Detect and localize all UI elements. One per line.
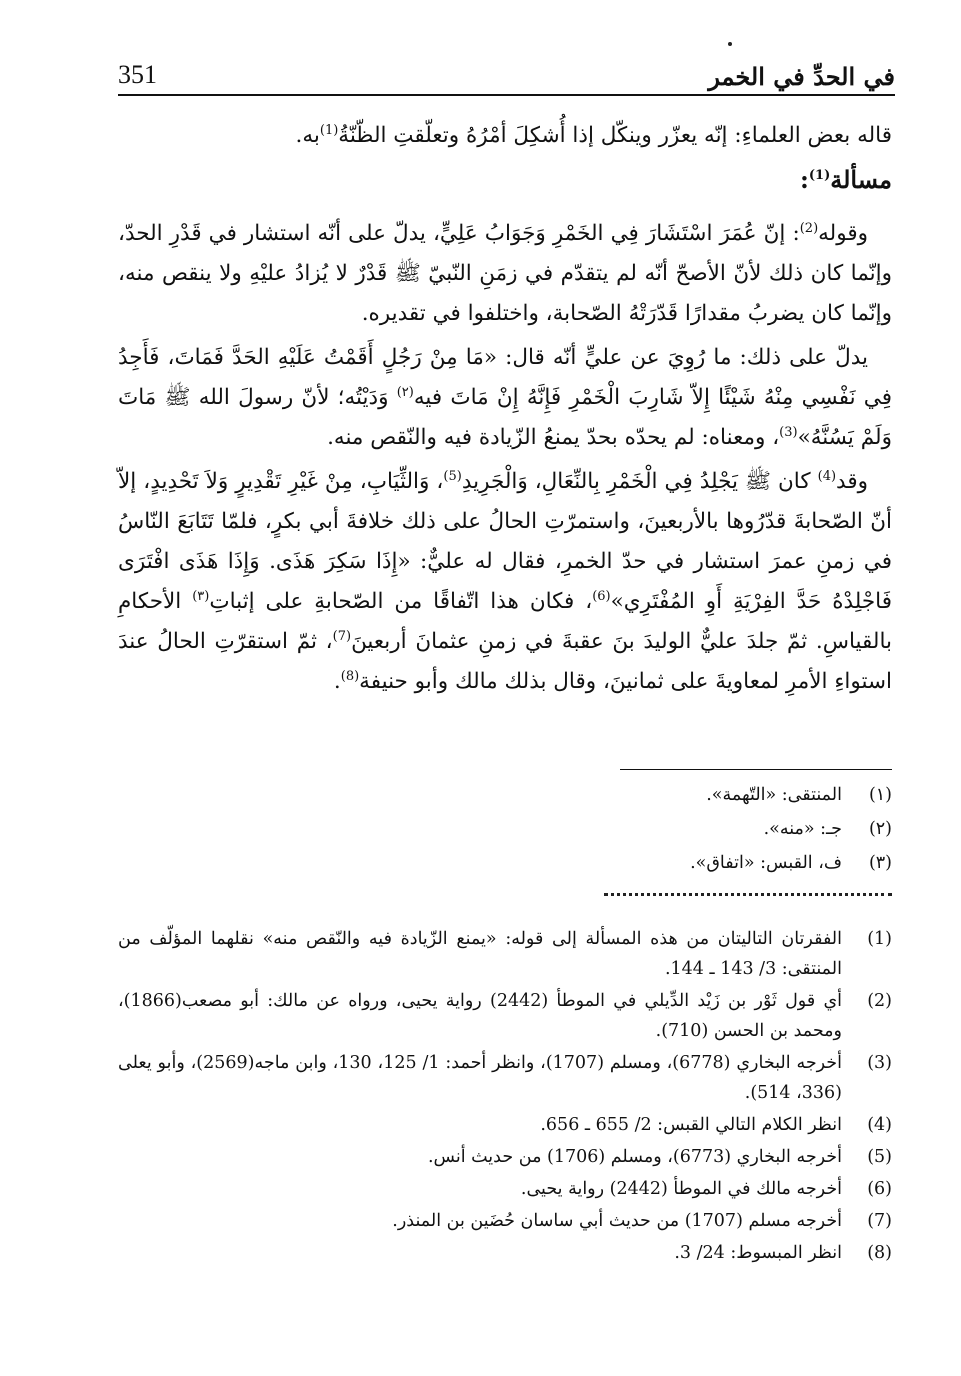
variant-note [118, 812, 892, 846]
footnote [118, 1238, 892, 1268]
footnote-number: (4) [867, 1115, 892, 1135]
footnote-number: (2) [867, 991, 892, 1011]
paragraph-3-text-b: وَدَيْتُه؛ لأنّ رسولَ الله ﷺ مَاتَ وَلَمْ يَسُنَّهُ» [118, 385, 892, 450]
footnote-divider [620, 769, 892, 770]
paragraph-4-text-g: . [333, 669, 341, 694]
footnote-text: انظر المبسوط: 24/ 3. [674, 1243, 842, 1263]
footnote [118, 1048, 892, 1108]
footnote-text: أخرجه مسلم (1707) من حديث أبي ساسان حُضَين بن المنذر. [392, 1211, 842, 1231]
note-number: (٣) [868, 853, 892, 873]
footnote-marker: (4) [817, 468, 837, 484]
footnote-marker: (٣) [192, 588, 210, 604]
heading-colon: : [800, 165, 809, 194]
footnote-marker: (3) [779, 424, 798, 440]
note-number: (٢) [868, 819, 892, 839]
section-heading [118, 160, 892, 200]
footnotes [118, 924, 892, 1270]
paragraph-1 [118, 116, 892, 156]
footnote-marker: (7) [332, 628, 352, 644]
footnote-text: الفقرتان التاليتان من هذه المسألة إلى قوله: «يمنع الزّيادة فيه والنّقص منه» نقلهما المؤلّف من المنتقى: 3/ 143 ـ 144. [118, 929, 842, 979]
paragraph-1-end: به. [295, 123, 320, 148]
paragraph-2-start: وقوله [818, 221, 868, 246]
variant-note [118, 846, 892, 880]
note-text: جـ: «منه». [763, 819, 842, 839]
footnote-marker: (6) [592, 588, 611, 604]
paragraph-4-text-a: وقد [836, 469, 868, 494]
footnote-marker: (1) [808, 168, 831, 183]
note-number: (١) [868, 785, 892, 805]
footnote-marker: (5) [443, 468, 462, 484]
paragraph-1-text: قاله بعض العلماءِ: إنّه يعزّر وينكّل إذا أُشكِلَ أمْرُهُ وتعلّقتِ الظّنّةُ [338, 123, 892, 148]
footnote-marker: (٢) [396, 384, 414, 400]
footnote-number: (5) [867, 1147, 892, 1167]
footnote-text: أخرجه البخاري (6778)، ومسلم (1707)، وانظر أحمد: 1/ 125، 130، وابن ماجه(2569)، وأبو يعلى (336، 514). [118, 1053, 842, 1103]
footnote-marker: (2) [799, 220, 819, 236]
page-number: 351 [118, 60, 157, 89]
main-text [118, 116, 892, 702]
paragraph-4-text-c: ، وَالثِّيَابِ، مِنْ غَيْرِ تَقْدِيرٍ وَلاَ تَحْدِيدٍ، إلاّ أنّ الصّحابةَ قدّرُوها بالأربعينَ، واستمرّتِ الحالُ على ذلك خلافةَ أبي بكرٍ، فلمّا تَتَابَعَ النّاسُ في زمنِ عمرَ استشار في حدّ الخمرِ، فقال له عليٌّ: «إِذَا سَكِرَ هَذَى. وَإِذَا هَذَى افْتَرَى فَاجْلِدْهُ حَدَّ الفِرْيَةِ أَوِ المُفْتَرِي» [118, 469, 892, 614]
footnote [118, 924, 892, 984]
scan-speck [728, 42, 732, 46]
footnote-marker: (1) [319, 122, 339, 138]
footnote-marker: (8) [340, 668, 360, 684]
variant-note [118, 778, 892, 812]
paragraph-2-text: : إنّ عُمَرَ اسْتَشَارَ فِي الخَمْرِ وَجَوَابُ عَلِيٍّ، يدلّ على أنّه استشار في قَدْرِ الحدّ، وإنّما كان ذلك لأنّ الأصحّ أنّه لم يتقدّم في زمَنِ النّبيّ ﷺ قَدْرٌ لا يُزادُ عليْهِ ولا ينقص منه، وإنّما كان يضربُ مقدارًا قَدّرَتْهُ الصّحابة، واختلفوا في تقديره. [118, 221, 892, 326]
footnote-text: أي قول ثَوْر بن زَيْد الدِّيلي في الموطأ (2442) رواية يحيى، ورواه عن مالك: أبو مصعب(1866)، ومحمد بن الحسن (710). [118, 991, 842, 1041]
paragraph-2 [118, 214, 892, 334]
footnote [118, 1174, 892, 1204]
footnote-number: (1) [867, 929, 892, 949]
variant-notes [118, 778, 892, 880]
dotted-divider [604, 893, 892, 896]
note-text: المنتقى: «التّهمة». [706, 785, 842, 805]
running-title: في الحدِّ في الخمر [708, 62, 895, 91]
paragraph-4-text-d: ، فكان هذا اتّفاقًا من الصّحابةِ على إثباتِ [209, 589, 593, 614]
footnote-text: انظر الكلام التالي القبس: 2/ 655 ـ 656. [540, 1115, 842, 1135]
footnote-number: (8) [867, 1243, 892, 1263]
page-header [118, 58, 895, 96]
paragraph-3-text-c: ، ومعناه: لم يحدّه بحدّ يمنعُ الزّيادة فيه والنّقص منه. [327, 425, 780, 450]
footnote [118, 986, 892, 1046]
paragraph-4-text-b: كان ﷺ يَجْلِدُ فِي الْخَمْرِ بِالنِّعَالِ، وَالْجَرِيدِ [461, 469, 818, 494]
heading-text: مسألة [830, 165, 892, 194]
paragraph-3-text-a: يدلّ على ذلك: ما رُوِيَ عن عليٍّ أنّه قال: «مَا مِنْ رَجُلٍ أَقَمْتُ عَلَيْهِ الحَدَّ فَمَاتَ، فَأَجِدُ فِي نَفْسِي مِنْهُ شَيْئًا إِلاّ شَارِبَ الْخَمْرِ فَإِنَّهُ إِنْ مَاتَ فيه [118, 345, 892, 410]
footnote-text: أخرجه البخاري (6773)، ومسلم (1706) من حديث أنس. [427, 1147, 842, 1167]
footnote [118, 1110, 892, 1140]
footnote-text: أخرجه مالك في الموطأ (2442) رواية يحيى. [520, 1179, 842, 1199]
footnote [118, 1206, 892, 1236]
footnote-number: (7) [867, 1211, 892, 1231]
paragraph-3 [118, 338, 892, 458]
footnote-number: (6) [867, 1179, 892, 1199]
note-text: ف، القبس: «اتفاق». [690, 853, 842, 873]
paragraph-4 [118, 462, 892, 702]
paragraph-4-text-e: الأحكامِ بالقياسِ. ثمّ جلدَ عليٌّ الوليدَ بنَ عقبةَ في زمنِ عثمانَ أربعينَ [118, 589, 893, 654]
footnote-number: (3) [867, 1053, 892, 1073]
footnote [118, 1142, 892, 1172]
paragraph-4-text-f: ، ثمّ استقرّتِ الحالُ عندَ استواءِ الأمرِ لمعاويةَ على ثمانينَ، وقال بذلك مالك وأبو حنيفة [118, 629, 892, 694]
